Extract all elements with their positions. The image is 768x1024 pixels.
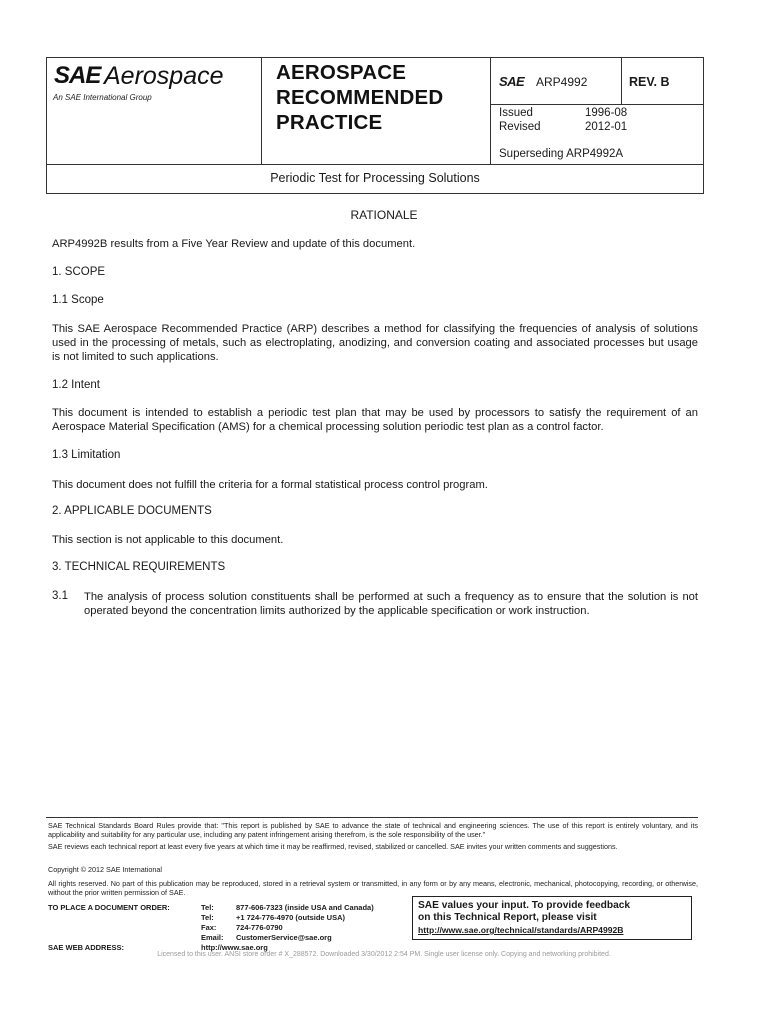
doc-type-line: AEROSPACE [276,61,407,84]
review-text: SAE reviews each technical report at least every five years at which time it may be reaffirmed, revised, stabilized or cancelled. SAE invites your written comments and suggestions. [48,842,618,851]
fax-value: 724-776-0790 [236,923,283,932]
section-3-heading: 3. TECHNICAL REQUIREMENTS [52,561,226,573]
sae-logo-mark: SAE [54,62,101,89]
doc-type-line: RECOMMENDED [276,86,444,109]
license-watermark: Licensed to this user. ANSI store order # X_288572. Downloaded 3/30/2012 2:54 PM. Single user license only. Copying and networking prohibited. [157,951,611,958]
section-3-1-number: 3.1 [52,590,68,602]
section-1-3-heading: 1.3 Limitation [52,449,121,461]
rationale-text: ARP4992B results from a Five Year Review and update of this document. [52,238,416,250]
document-type [276,60,443,135]
rationale-heading: RATIONALE [350,208,418,222]
revision-label: REV. B [629,75,670,89]
superseding-note: Superseding ARP4992A [499,148,624,160]
tel1-label: Tel: [201,903,214,912]
sae-small-logo: SAE [499,74,525,89]
issued-date: 1996-08 [585,107,628,119]
order-label: TO PLACE A DOCUMENT ORDER: [48,903,170,912]
feedback-line: SAE values your input. To provide feedback [418,900,631,911]
email-link[interactable]: CustomerService@sae.org [236,933,332,942]
section-2-heading: 2. APPLICABLE DOCUMENTS [52,505,212,517]
web-link[interactable]: http://www.sae.org [201,943,268,952]
fax-label: Fax: [201,923,217,932]
section-1-heading: 1. SCOPE [52,266,106,278]
rights-text: All rights reserved. No part of this publication may be reproduced, stored in a retrieval system or transmitted, in any form or by any means, electronic, mechanical, photocopying, recording, or otherwise, without the prior written permission of SAE. [48,879,698,897]
arp-number: ARP4992 [536,75,588,89]
logo-subtitle: An SAE International Group [53,93,152,102]
feedback-box [412,896,692,940]
feedback-url-link[interactable]: http://www.sae.org/technical/standards/ARP4992B [418,925,624,935]
revised-date: 2012-01 [585,121,628,133]
section-1-1-text: This SAE Aerospace Recommended Practice (ARP) describes a method for classifying the frequencies of analysis of solutions used in the processing of metals, such as electroplating, anodizing, and conversion coating and associated processes but usage is not limited to such applications. [52,323,698,363]
email-label: Email: [201,933,224,942]
aerospace-logo-text: Aerospace [104,62,224,90]
revised-label: Revised [499,121,541,133]
section-3-1-text: The analysis of process solution constituents shall be performed at such a frequency as to ensure that the solution is not operated beyond the concentration limits authorized by the applicable specification or work instruction. [84,591,698,617]
doc-type-line: PRACTICE [276,111,383,134]
tel1-value: 877-606-7323 (inside USA and Canada) [236,903,374,912]
footer-divider [46,817,698,818]
section-1-2-text: This document is intended to establish a periodic test plan that may be used by processors to satisfy the requirement of an Aerospace Material Specification (AMS) for a chemical processing solution periodic test plan as a control factor. [52,407,698,433]
issued-label: Issued [499,107,533,119]
document-title: Periodic Test for Processing Solutions [270,171,480,185]
rules-text: SAE Technical Standards Board Rules provide that: "This report is published by SAE to advance the state of technical and engineering sciences. The use of this report is entirely voluntary, and its applicability and suitability for any particular use, including any patent infringement arising therefrom, is the sole responsibility of the user." [48,821,698,839]
tel2-label: Tel: [201,913,214,922]
copyright: Copyright © 2012 SAE International [48,865,162,874]
tel2-value: +1 724-776-4970 (outside USA) [236,913,346,922]
section-1-3-text: This document does not fulfill the criteria for a formal statistical process control program. [52,479,488,491]
section-1-2-heading: 1.2 Intent [52,379,100,391]
section-2-text: This section is not applicable to this document. [52,534,284,546]
section-1-1-heading: 1.1 Scope [52,294,104,306]
web-label: SAE WEB ADDRESS: [48,943,124,952]
feedback-line: on this Technical Report, please visit [418,912,597,923]
